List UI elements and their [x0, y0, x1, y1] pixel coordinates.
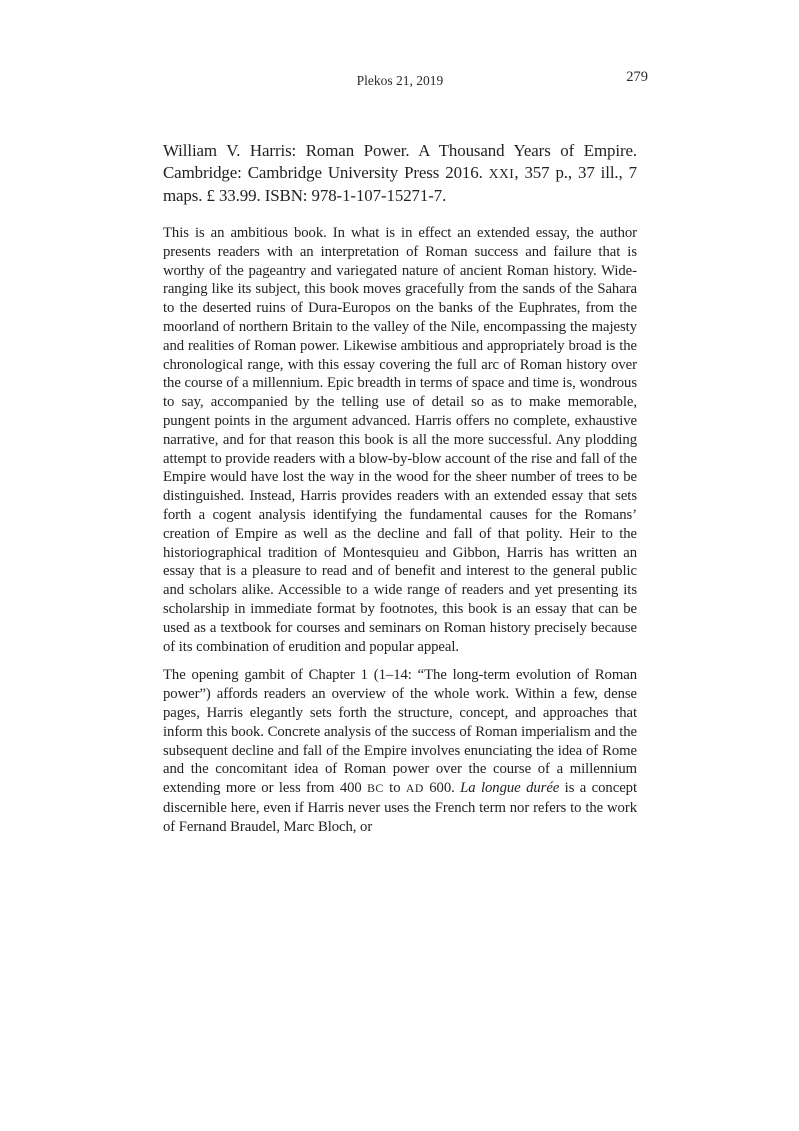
journal-title: Plekos 21, 2019: [356, 73, 444, 88]
text-run-smallcaps: BC: [367, 782, 384, 796]
text-run: William V. Harris: Roman Power. A Thousand Years of Empire. Cambridge: Cambridge University Press 2016.: [163, 141, 637, 182]
text-run-smallcaps: AD: [405, 782, 424, 796]
page-number: 279: [626, 69, 648, 85]
text-run-italic: La longue durée: [460, 780, 560, 797]
paragraph-2: [163, 666, 637, 836]
text-run: The opening gambit of Chapter 1 (1–14: “The long-term evolution of Roman power”) affords readers an overview of the whole work. Within a few, dense pages, Harris elegantly sets forth the structure, concept, and approaches that inform this book. Concrete analysis of the success of Roman imperialism and the subsequent decline and fall of the Empire involves enunciating the idea of Rome and the concomitant idea of Roman power over the course of a millennium extending more or less from 400: [163, 667, 637, 797]
book-citation: [163, 140, 637, 207]
text-run: to: [383, 780, 406, 797]
text-run: 600.: [423, 780, 461, 797]
text-run: , 357 p., 37 ill., 7 maps. £ 33.99. ISBN: 978-1-107-15271-7.: [163, 163, 637, 205]
text-run-smallcaps: XXI: [488, 166, 515, 181]
review-body: [163, 140, 637, 847]
paragraph-1: This is an ambitious book. In what is in effect an extended essay, the author presents readers with an interpretation of Roman success and failure that is worthy of the pageantry and variegated nature of ancient Roman history. Wide-ranging like its subject, this book moves gracefully from the sands of the Sahara to the deserted ruins of Dura-Europos on the banks of the Euphrates, from the moorland of northern Britain to the valley of the Nile, encompassing the majesty and realities of Roman power. Likewise ambitious and appropriately broad is the chronological range, with this essay covering the full arc of Roman history over the course of a millennium. Epic breadth in terms of space and time is, wondrous to say, accompanied by the telling use of detail so as to make memorable, pungent points in the argument advanced. Harris offers no complete, exhaustive narrative, and for that reason this book is all the more successful. Any plodding attempt to provide readers with a blow-by-blow account of the rise and fall of the Empire would have lost the way in the wood for the sheer number of trees to be distinguished. Instead, Harris provides readers with an extended essay that sets forth a cogent analysis identifying the fundamental causes for the Romans’ creation of Empire as well as the decline and fall of that polity. Heir to the historiographical tradition of Montesquieu and Gibbon, Harris has written an essay that is a pleasure to read and of benefit and interest to the general public and scholars alike. Accessible to a wide range of readers and yet presenting its scholarship in immediate format by footnotes, this book is an essay that can be used as a textbook for courses and seminars on Roman history precisely because of its combination of erudition and popular appeal.: [163, 225, 637, 655]
running-header: [163, 69, 648, 91]
text-run: is a concept discernible here, even if Harris never uses the French term nor refers to the work of Fernand Braudel, Marc Bloch, or: [163, 780, 637, 835]
